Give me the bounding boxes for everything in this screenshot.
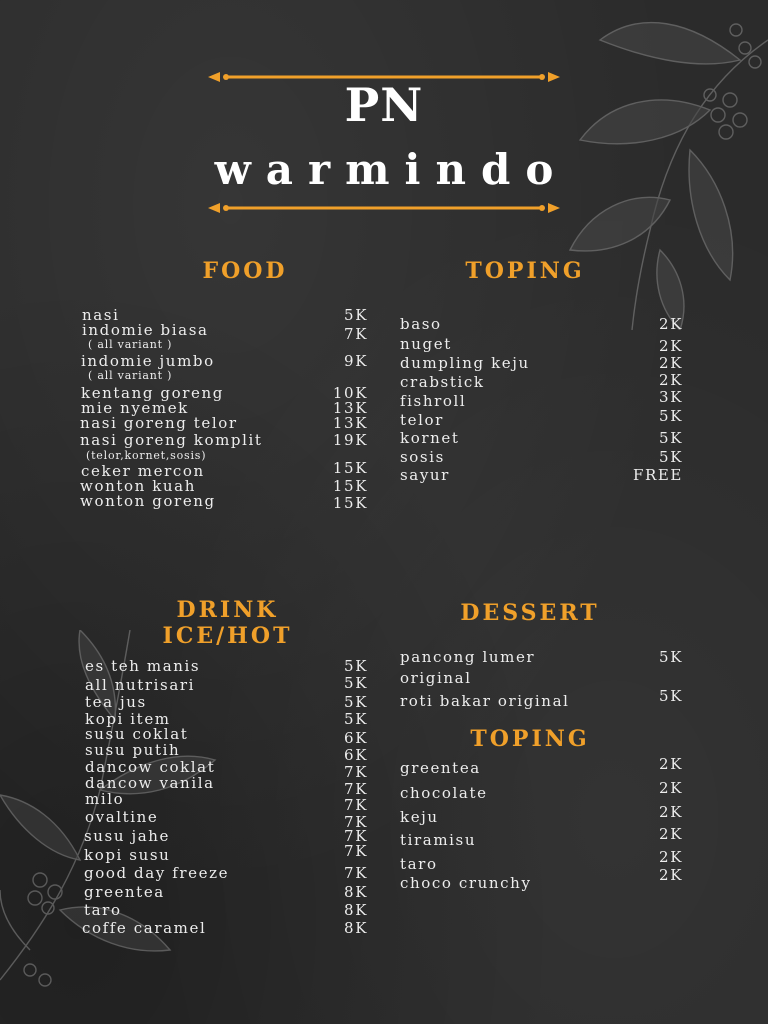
food-toping-heading: TOPING — [465, 258, 585, 284]
item-price: 6K — [344, 729, 368, 747]
item-name: wonton goreng — [80, 492, 216, 510]
food-list — [80, 307, 370, 517]
item-name: ovaltine — [85, 808, 159, 826]
item-name: telor — [400, 411, 444, 429]
item-name: wonton kuah — [80, 477, 196, 495]
item-price: 13K — [332, 399, 368, 417]
brand-name: warmindo — [214, 145, 569, 194]
item-price: 5K — [659, 687, 683, 705]
item-price: 5K — [344, 306, 368, 324]
dessert-heading: DESSERT — [460, 600, 600, 626]
item-name: good day freeze — [84, 864, 230, 882]
item-name: crabstick — [400, 373, 485, 391]
item-price: FREE — [632, 466, 683, 484]
item-price: 10K — [332, 384, 368, 402]
item-price: 5K — [344, 710, 368, 728]
dessert-toping-heading: TOPING — [470, 726, 590, 752]
item-name: baso — [400, 315, 442, 333]
item-price: 2K — [659, 371, 683, 389]
item-price: 2K — [659, 354, 683, 372]
item-name: coffe caramel — [82, 919, 207, 937]
item-name: nasi goreng komplit — [80, 431, 263, 449]
item-name: greentea — [400, 759, 481, 777]
item-price: 8K — [344, 883, 368, 901]
item-name: roti bakar original — [400, 692, 570, 710]
item-price: 7K — [344, 827, 368, 845]
item-price: 5K — [659, 429, 683, 447]
item-price: 5K — [344, 674, 368, 692]
item-name-line2: original — [400, 669, 472, 687]
item-name: tiramisu — [400, 831, 477, 849]
item-price: 7K — [344, 325, 368, 343]
item-price: 7K — [344, 763, 368, 781]
item-price: 7K — [344, 780, 368, 798]
item-price: 5K — [344, 693, 368, 711]
item-name: kentang goreng — [81, 384, 224, 402]
item-name: indomie jumbo — [81, 352, 215, 370]
item-price: 7K — [344, 796, 368, 814]
item-price: 6K — [344, 746, 368, 764]
item-price: 7K — [344, 864, 368, 882]
item-note: ( all variant ) — [88, 338, 173, 351]
item-name: sayur — [400, 466, 450, 484]
item-name: ceker mercon — [81, 462, 205, 480]
food-heading: FOOD — [202, 258, 288, 284]
item-name: es teh manis — [85, 657, 201, 675]
item-name: fishroll — [400, 392, 467, 410]
item-note: ( all variant ) — [88, 369, 173, 382]
item-price: 2K — [659, 848, 683, 866]
item-name: sosis — [400, 448, 445, 466]
item-name: dancow vanila — [85, 774, 215, 792]
item-name: taro — [84, 901, 122, 919]
item-name: nuget — [400, 335, 452, 353]
item-name: mie nyemek — [81, 399, 189, 417]
item-name: milo — [85, 790, 125, 808]
item-name: pancong lumer — [400, 648, 536, 666]
item-name: susu putih — [85, 741, 181, 759]
item-price: 15K — [332, 459, 368, 477]
item-price: 9K — [344, 352, 368, 370]
item-name: kornet — [400, 429, 460, 447]
item-price: 15K — [332, 494, 368, 512]
item-price: 13K — [332, 414, 368, 432]
item-name: keju — [400, 808, 439, 826]
item-price: 2K — [659, 337, 683, 355]
food-toping-list — [400, 316, 685, 486]
item-name: susu jahe — [84, 827, 171, 845]
drink-list — [82, 658, 370, 938]
item-price: 7K — [344, 842, 368, 860]
dessert-list — [400, 649, 685, 714]
item-price: 5K — [659, 407, 683, 425]
item-price: 7K — [344, 813, 368, 831]
item-name: all nutrisari — [85, 676, 196, 694]
item-price: 19K — [332, 431, 368, 449]
item-name: indomie biasa — [82, 321, 209, 339]
item-price: 2K — [659, 315, 683, 333]
item-price: 5K — [659, 448, 683, 466]
item-price: 5K — [344, 657, 368, 675]
item-name: kopi item — [85, 710, 171, 728]
item-price: 3K — [659, 388, 683, 406]
drink-heading-line1: DRINK — [176, 597, 279, 623]
item-price: 8K — [344, 919, 368, 937]
drink-heading-line2: ICE/HOT — [162, 623, 293, 649]
item-name: kopi susu — [84, 846, 171, 864]
ornament-divider-bottom — [208, 202, 560, 214]
item-name: dumpling keju — [400, 354, 530, 372]
item-price: 15K — [332, 477, 368, 495]
item-name: choco crunchy — [400, 874, 532, 892]
item-name: nasi goreng telor — [80, 414, 238, 432]
item-price: 5K — [659, 648, 683, 666]
item-price: 2K — [659, 755, 683, 773]
drink-heading — [150, 597, 305, 649]
brand-line1: PN — [344, 78, 424, 132]
item-name: dancow coklat — [85, 758, 216, 776]
dessert-toping-list — [400, 757, 685, 897]
item-note: (telor,kornet,sosis) — [86, 449, 207, 462]
item-name: tea jus — [85, 693, 147, 711]
item-price: 2K — [659, 866, 683, 884]
item-price: 2K — [659, 803, 683, 821]
item-price: 2K — [659, 825, 683, 843]
item-name: greentea — [84, 883, 165, 901]
item-name: nasi — [82, 306, 120, 324]
item-price: 8K — [344, 901, 368, 919]
item-price: 2K — [659, 779, 683, 797]
item-name: susu coklat — [85, 725, 189, 743]
item-name: taro — [400, 855, 438, 873]
item-name: chocolate — [400, 784, 488, 802]
